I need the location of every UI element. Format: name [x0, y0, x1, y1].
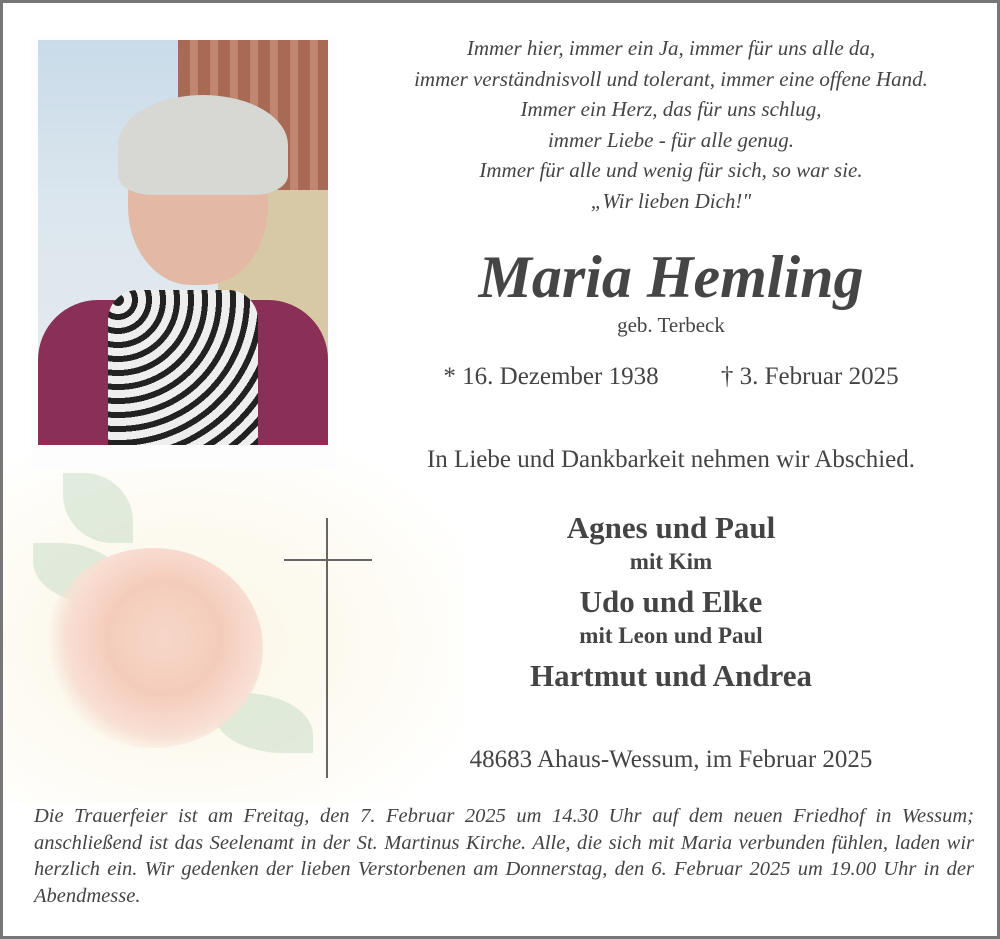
- cross-icon: [326, 518, 328, 778]
- family-with: mit Kim: [629, 549, 713, 574]
- birth-date: * 16. Dezember 1938: [443, 363, 659, 390]
- poem-line: immer verständnisvoll und tolerant, immer eine offene Hand.: [414, 66, 928, 91]
- rose-illustration: [43, 548, 263, 748]
- hair: [118, 95, 288, 195]
- family-names: Udo und Elke: [579, 584, 763, 619]
- blouse: [108, 290, 258, 445]
- death-date: † 3. Februar 2025: [720, 363, 899, 390]
- family-names: Hartmut und Andrea: [530, 658, 812, 693]
- poem: [353, 33, 989, 216]
- portrait-photo: [38, 40, 328, 445]
- poem-line: Immer hier, immer ein Ja, immer für uns alle da,: [466, 36, 876, 60]
- poem-line: Immer ein Herz, das für uns schlug,: [520, 97, 822, 121]
- family-list: [353, 508, 989, 696]
- life-dates: [353, 363, 989, 391]
- poem-line: Immer für alle und wenig für sich, so war sie.: [479, 158, 863, 182]
- deceased-name: Maria Hemling: [478, 244, 864, 310]
- farewell-text: In Liebe und Dankbarkeit nehmen wir Abschied.: [426, 446, 916, 473]
- family-names: Agnes und Paul: [566, 510, 776, 545]
- service-info: Die Trauerfeier ist am Freitag, den 7. Februar 2025 um 14.30 Uhr auf dem neuen Friedhof in Wessum; anschließend ist das Seelenamt in der St. Martinus Kirche. Alle, die sich mit Maria verbunden fühlen, laden wir herzlich ein. Wir gedenken der lieben Verstorbenen am Donnerstag, den 6. Februar 2025 um 19.00 Uhr in der Abendmesse.: [34, 805, 974, 907]
- poem-line: „Wir lieben Dich!": [590, 188, 752, 213]
- poem-line: immer Liebe - für alle genug.: [547, 127, 795, 152]
- place-date: 48683 Ahaus-Wessum, im Februar 2025: [469, 746, 873, 773]
- birth-name: geb. Terbeck: [617, 313, 725, 337]
- family-with: mit Leon und Paul: [579, 623, 763, 648]
